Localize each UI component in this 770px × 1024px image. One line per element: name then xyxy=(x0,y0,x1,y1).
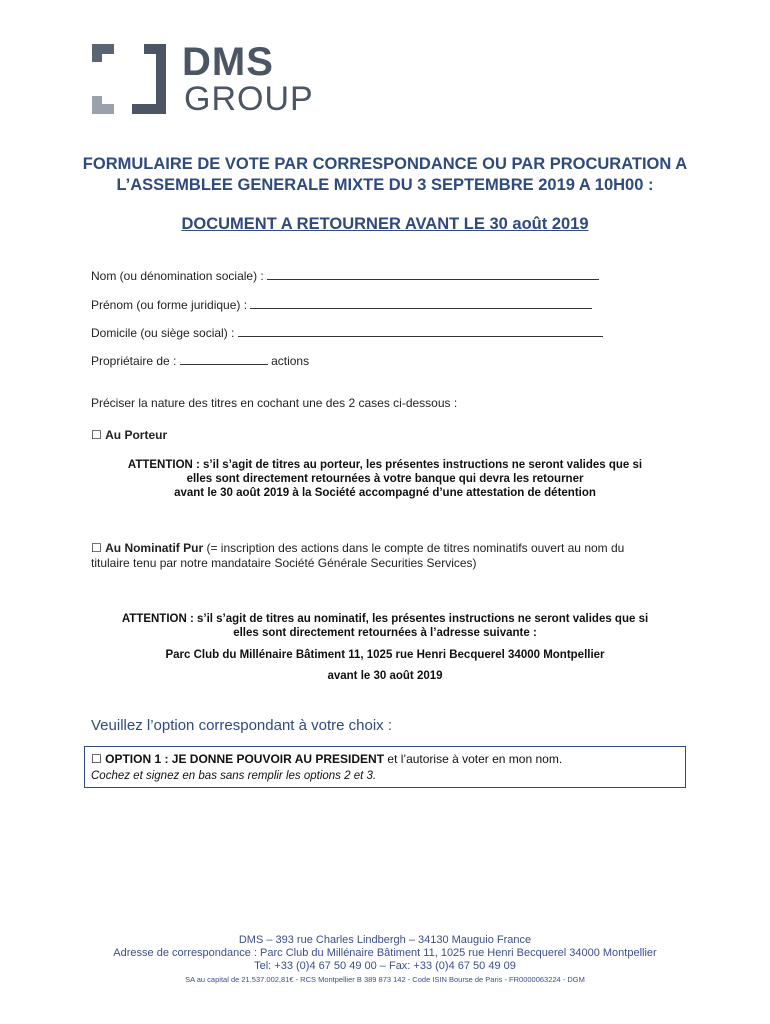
nominatif-attention-line2: elles sont directement retournées à l’adresse suivante : xyxy=(233,627,537,639)
nominatif-label: Au Nominatif Pur xyxy=(105,541,204,555)
option-porteur xyxy=(91,428,167,442)
field-domicile xyxy=(91,325,603,340)
logo-text-group: GROUP xyxy=(184,80,314,118)
field-prenom xyxy=(91,297,592,312)
logo-text-dms: DMS xyxy=(182,40,274,84)
footer-line1: DMS – 393 rue Charles Lindbergh – 34130 Mauguio France xyxy=(238,934,532,946)
field-proprietaire xyxy=(91,353,309,368)
option1-note: Cochez et signez en bas sans remplir les options 2 et 3. xyxy=(91,770,377,782)
nominatif-desc-line2: titulaire tenu par notre mandataire Société Générale Securities Services) xyxy=(91,556,477,570)
field-nom-input[interactable] xyxy=(267,268,599,280)
footer-line4: SA au capital de 21.537.002,81€ - RCS Montpellier B 389 873 142 - Code ISIN Bourse de Paris - FR0000063224 - DGM xyxy=(185,975,585,984)
porteur-label: Au Porteur xyxy=(105,428,168,442)
field-nom xyxy=(91,268,599,283)
footer xyxy=(60,934,710,986)
nominatif-desc-line1: (= inscription des actions dans le compte de titres nominatifs ouvert au nom du xyxy=(206,541,625,555)
porteur-attention-line2: elles sont directement retournées à votre banque qui devra les retourner xyxy=(186,473,584,485)
field-shares-input[interactable] xyxy=(180,353,268,365)
option1-label: OPTION 1 : JE DONNE POUVOIR AU PRESIDENT xyxy=(105,752,385,766)
field-prenom-input[interactable] xyxy=(250,297,592,309)
nominatif-attention-line1: ATTENTION : s’il s’agit de titres au nominatif, les présentes instructions ne seront valides que si xyxy=(121,613,649,625)
porteur-checkbox[interactable]: ☐ xyxy=(91,428,102,442)
form-title-line1: FORMULAIRE DE VOTE PAR CORRESPONDANCE OU PAR PROCURATION A xyxy=(82,155,688,173)
option1-box xyxy=(84,746,686,788)
option-nominatif xyxy=(91,541,691,571)
field-proprietaire-label: Propriétaire de : xyxy=(91,354,177,368)
nominatif-deadline: avant le 30 août 2019 xyxy=(327,670,443,682)
choose-option-heading: Veuillez l’option correspondant à votre choix : xyxy=(91,717,393,734)
footer-line3: Tel: +33 (0)4 67 50 49 00 – Fax: +33 (0)4 67 50 49 09 xyxy=(254,960,516,972)
logo-mark xyxy=(92,44,166,114)
nominatif-attention xyxy=(80,612,690,640)
nominatif-address: Parc Club du Millénaire Bâtiment 11, 1025 rue Henri Becquerel 34000 Montpellier xyxy=(165,649,605,661)
field-domicile-label: Domicile (ou siège social) : xyxy=(91,326,235,340)
instructions-text: Préciser la nature des titres en cochant une des 2 cases ci-dessous : xyxy=(91,396,458,410)
porteur-attention-line1: ATTENTION : s’il s’agit de titres au porteur, les présentes instructions ne seront valides que si xyxy=(127,459,643,471)
option1-checkbox[interactable]: ☐ xyxy=(91,752,102,766)
footer-line2: Adresse de correspondance : Parc Club du Millénaire Bâtiment 11, 1025 rue Henri Becquerel 34000 Montpellier xyxy=(113,947,657,959)
form-title-line2: L’ASSEMBLEE GENERALE MIXTE DU 3 SEPTEMBRE 2019 A 10H00 : xyxy=(116,176,654,194)
field-domicile-input[interactable] xyxy=(238,325,603,337)
field-prenom-label: Prénom (ou forme juridique) : xyxy=(91,298,248,312)
porteur-attention-line3: avant le 30 août 2019 à la Société accompagné d’une attestation de détention xyxy=(174,487,596,499)
option1-line xyxy=(91,752,562,766)
nominatif-checkbox[interactable]: ☐ xyxy=(91,541,102,555)
return-deadline: DOCUMENT A RETOURNER AVANT LE 30 août 2019 xyxy=(181,215,589,233)
porteur-attention xyxy=(80,458,690,500)
option1-text: et l’autorise à voter en mon nom. xyxy=(387,752,563,766)
field-actions-label: actions xyxy=(271,354,310,368)
field-nom-label: Nom (ou dénomination sociale) : xyxy=(91,269,264,283)
